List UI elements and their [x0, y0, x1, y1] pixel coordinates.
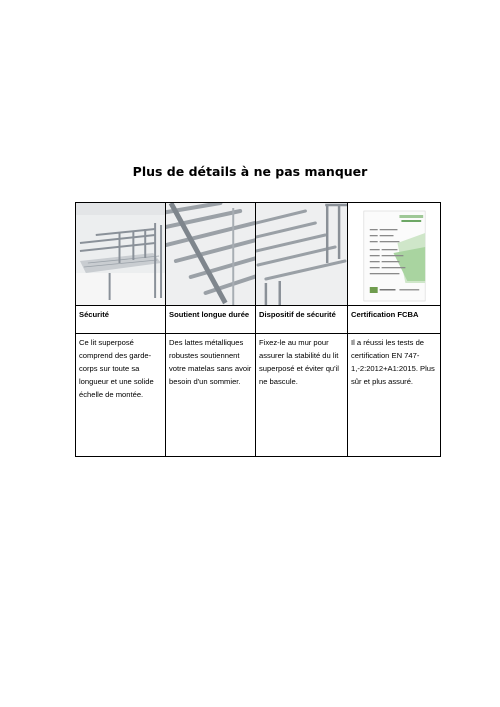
photo-cell-3 [256, 203, 348, 306]
metal-slats-photo-icon [166, 203, 255, 305]
page-title: Plus de détails à ne pas manquer [132, 164, 368, 179]
certificate-document-photo-icon [348, 203, 440, 305]
bed-guardrail-photo-icon [76, 203, 165, 305]
column-heading-3: Dispositif de sécurité [256, 306, 348, 334]
column-text-4: Il a réussi les tests de certification EN 747-1,-2:2012+A1:2015. Plus sûr et plus assuré. [348, 334, 441, 457]
photo-cell-2 [166, 203, 256, 306]
photo-cell-4 [348, 203, 441, 306]
column-heading-2: Soutient longue durée [166, 306, 256, 334]
image-row [76, 203, 441, 306]
column-text-1: Ce lit superposé comprend des garde-corps sur toute sa longueur et une solide échelle de montée. [76, 334, 166, 457]
column-text-3: Fixez-le au mur pour assurer la stabilité du lit superposé et éviter qu'il ne bascule. [256, 334, 348, 457]
safety-rail-photo-icon [256, 203, 347, 305]
heading-row [76, 306, 441, 334]
photo-cell-1 [76, 203, 166, 306]
description-row [76, 334, 441, 457]
column-heading-1: Sécurité [76, 306, 166, 334]
column-heading-4: Certification FCBA [348, 306, 441, 334]
features-table [75, 202, 441, 457]
column-text-2: Des lattes métalliques robustes soutiennent votre matelas sans avoir besoin d'un sommier. [166, 334, 256, 457]
